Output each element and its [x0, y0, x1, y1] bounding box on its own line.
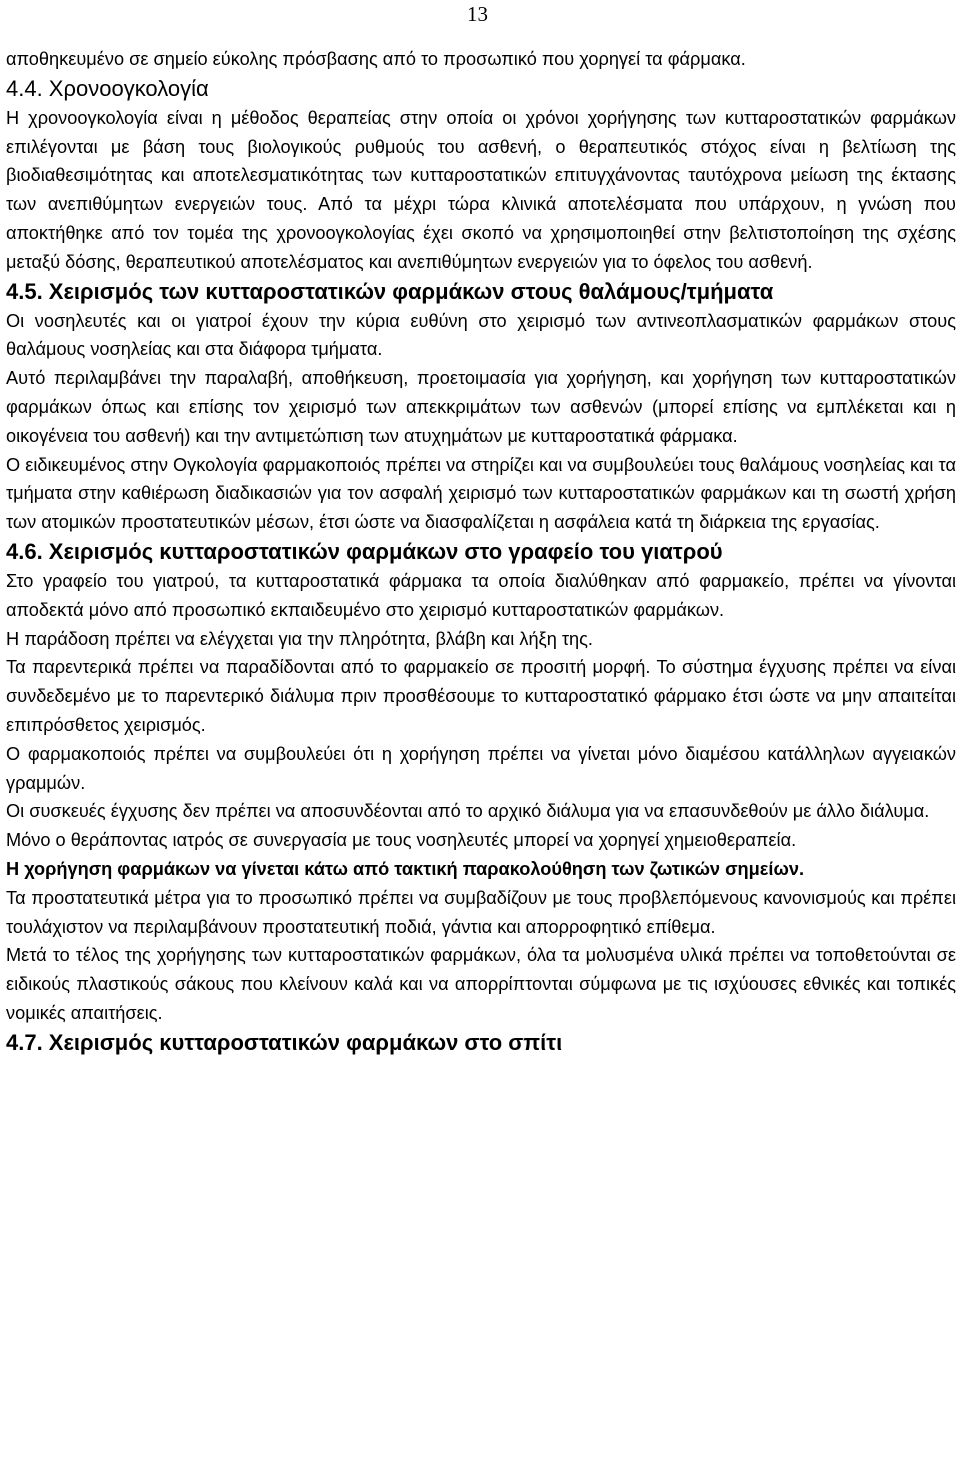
section-4-7-heading: 4.7. Χειρισμός κυτταροστατικών φαρμάκων στο σπίτι [6, 1029, 563, 1055]
section-4-6-paragraph-8: Μετά το τέλος της χορήγησης των κυτταροστατικών φαρμάκων, όλα τα μολυσμένα υλικά πρέπει να τοποθετούνται σε ειδικούς πλαστικούς σάκους που κλείνουν καλά και να απορρίπτονται σύμφωνα με τις ισχύουσες εθνικές και τοπικές νομικές απαιτήσεις. [6, 945, 956, 1023]
section-4-4-heading: 4.4. Χρονοογκολογία [6, 75, 209, 101]
intro-paragraph: αποθηκευμένο σε σημείο εύκολης πρόσβασης από το προσωπικό που χορηγεί τα φάρμακα. [6, 49, 746, 69]
page-number: 13 [467, 2, 488, 26]
section-4-6-paragraph-1: Στο γραφείο του γιατρού, τα κυτταροστατικά φάρμακα τα οποία διαλύθηκαν από φαρμακείο, πρέπει να γίνονται αποδεκτά μόνο από προσωπικό εκπαιδευμένο στο χειρισμό κυτταροστατικών φαρμάκων. [6, 570, 956, 620]
section-4-6-paragraph-5: Οι συσκευές έγχυσης δεν πρέπει να αποσυνδέονται από το αρχικό διάλυμα για να επασυνδεθούν με άλλο διάλυμα. [6, 801, 930, 822]
section-4-6-paragraph-6: Μόνο ο θεράποντας ιατρός σε συνεργασία με τους νοσηλευτές μπορεί να χορηγεί χημειοθεραπεία. [6, 830, 797, 851]
section-4-6-paragraph-7: Τα προστατευτικά μέτρα για το προσωπικό πρέπει να συμβαδίζουν με τους προβλεπόμενους κανονισμούς και πρέπει τουλάχιστον να περιλαμβάνουν προστατευτική ποδιά, γάντια και απορροφητικό επίθεμα. [6, 887, 956, 937]
section-4-5-paragraph-1: Οι νοσηλευτές και οι γιατροί έχουν την κύρια ευθύνη στο χειρισμό των αντινεοπλασματικών φαρμάκων στους θαλάμους νοσηλείας και στα διάφορα τμήματα. [6, 310, 956, 360]
section-4-6-heading: 4.6. Χειρισμός κυτταροστατικών φαρμάκων στο γραφείο του γιατρού [6, 538, 723, 564]
section-4-5-paragraph-2: Αυτό περιλαμβάνει την παραλαβή, αποθήκευση, προετοιμασία για χορήγηση, και χορήγηση των κυτταροστατικών φαρμάκων όπως και επίσης τον χειρισμό των απεκκριμάτων των ασθενών (μπορεί επίσης να εμπλέκεται και η οικογένεια του ασθενή) και την αντιμετώπιση των ατυχημάτων με κυτταροστατικά φάρμακα. [6, 368, 956, 446]
section-4-6-bold-paragraph: Η χορήγηση φαρμάκων να γίνεται κάτω από τακτική παρακολούθηση των ζωτικών σημείων. [6, 858, 804, 879]
section-4-6-paragraph-2: Η παράδοση πρέπει να ελέγχεται για την πληρότητα, βλάβη και λήξη της. [6, 628, 593, 649]
section-4-5-paragraph-3: Ο ειδικευμένος στην Ογκολογία φαρμακοποιός πρέπει να στηρίζει και να συμβουλεύει τους θαλάμους νοσηλείας και τα τμήματα στην καθιέρωση διαδικασιών για τον ασφαλή χειρισμό των κυτταροστατικών φαρμάκων και τη σωστή χρήση των ατομικών προστατευτικών μέσων, έτσι ώστε να διασφαλίζεται η ασφάλεια κατά τη διάρκεια της εργασίας. [6, 454, 956, 533]
section-4-6-paragraph-4: Ο φαρμακοποιός πρέπει να συμβουλεύει ότι η χορήγηση πρέπει να γίνεται μόνο διαμέσου κατάλληλων αγγειακών γραμμών. [6, 743, 956, 793]
section-4-4-paragraph: Η χρονοογκολογία είναι η μέθοδος θεραπείας στην οποία οι χρόνοι χορήγησης των κυτταροστατικών φαρμάκων επιλέγονται με βάση τους βιολογικούς ρυθμούς του ασθενή, ο θεραπευτικός στόχος είναι η βελτίωση της βιοδιαθεσιμότητας και αποτελεσματικότητας των κυτταροστατικών επιτυγχάνοντας ταυτόχρονα μείωση της έκτασης των ανεπιθύμητων ενεργειών τους. Από τα μέχρι τώρα κλινικά αποτελέσματα που υπάρχουν, η γνώση που αποκτήθηκε από τον τομέα της χρονοογκολογίας έχει σκοπό να χρησιμοποιηθεί στην βελτιστοποίηση της σχέσης μεταξύ δόσης, θεραπευτικού αποτελέσματος και ανεπιθύμητων ενεργειών για το όφελος του ασθενή. [6, 107, 956, 272]
section-4-5-heading: 4.5. Χειρισμός των κυτταροστατικών φαρμάκων στους θαλάμους/τμήματα [6, 278, 774, 304]
section-4-6-paragraph-3: Τα παρεντερικά πρέπει να παραδίδονται από το φαρμακείο σε προσιτή μορφή. Το σύστημα έγχυσης πρέπει να είναι συνδεδεμένο με το παρεντερικό διάλυμα πριν προσθέσουμε το κυτταροστατικό φάρμακο έτσι ώστε να μην απαιτείται επιπρόσθετος χειρισμός. [6, 657, 956, 735]
document-body [6, 45, 956, 1058]
